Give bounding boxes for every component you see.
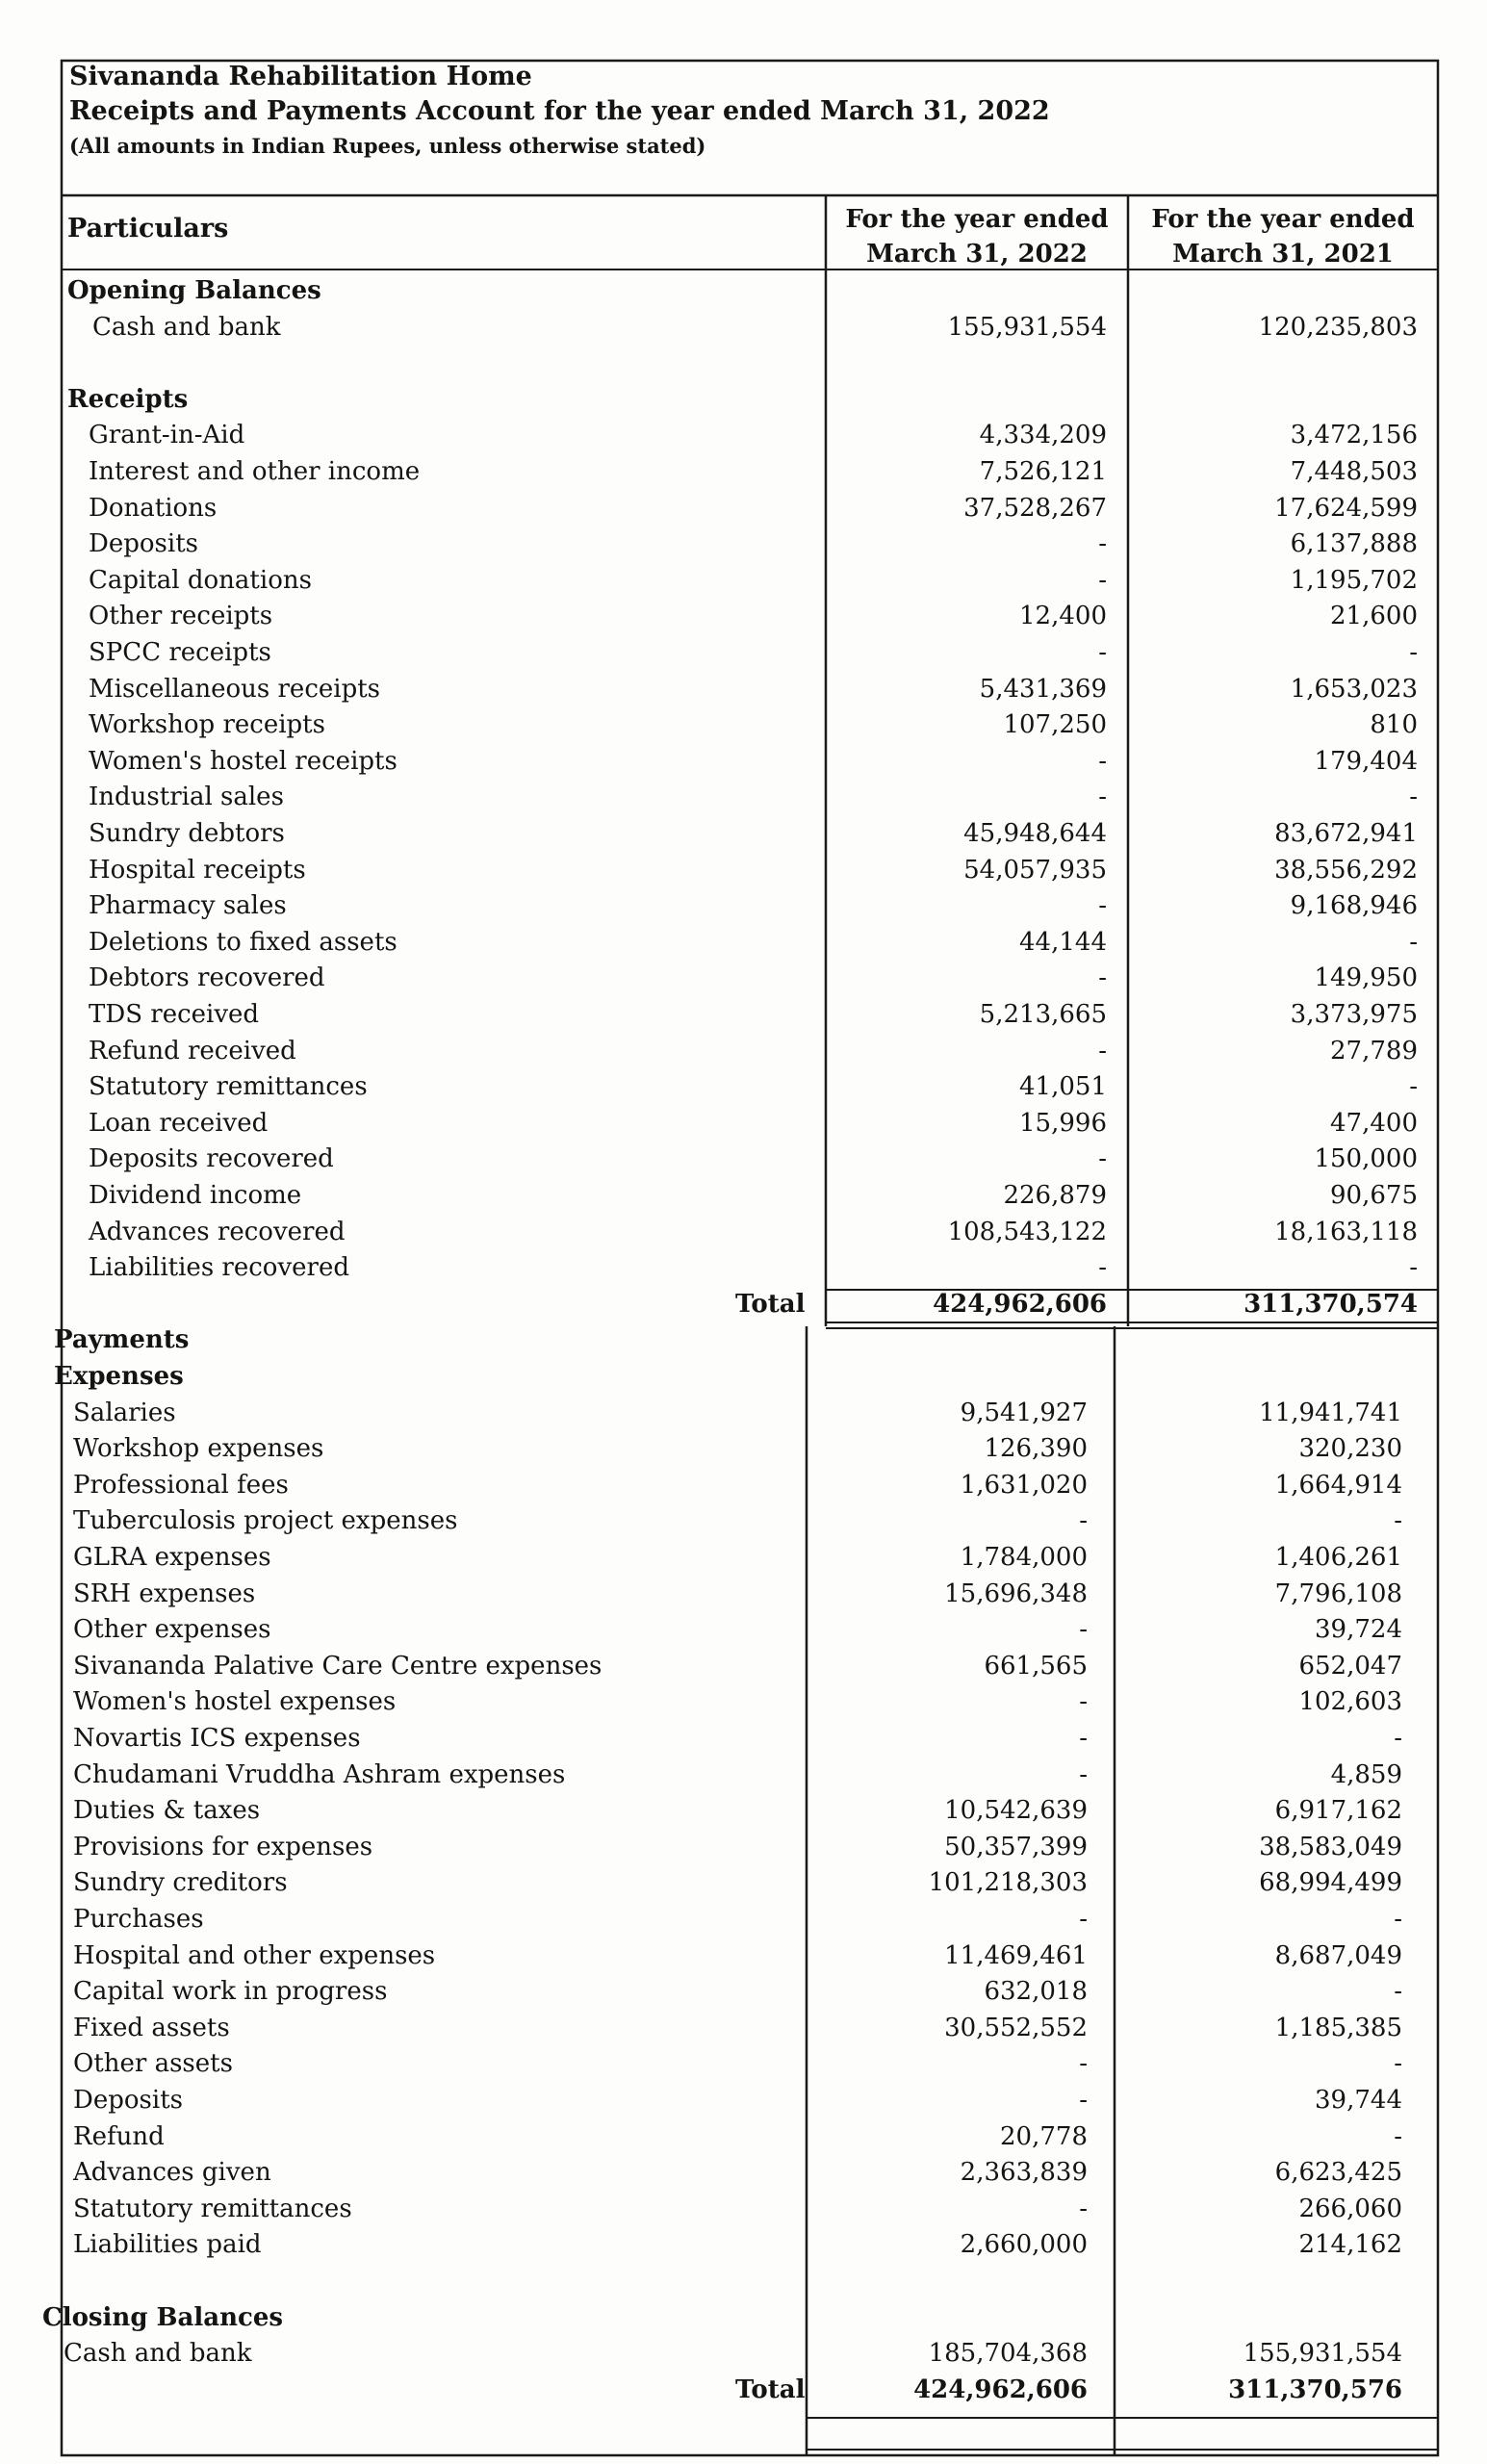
value-2022: 107,250	[1003, 710, 1107, 740]
value-2022: -	[1079, 2194, 1088, 2223]
row-label: Workshop receipts	[89, 710, 325, 740]
row-label: Donations	[89, 493, 218, 523]
total-row	[0, 2372, 1487, 2408]
value-2022: 632,018	[984, 1977, 1088, 2007]
value-2022: 50,357,399	[944, 1832, 1088, 1861]
value-2022: 101,218,303	[928, 1868, 1088, 1898]
value-2021: 311,370,576	[1228, 2374, 1402, 2404]
value-2022: 5,431,369	[979, 674, 1107, 704]
value-2021: -	[1409, 783, 1418, 812]
value-2021: 320,230	[1298, 1434, 1402, 1464]
value-2021: 266,060	[1298, 2194, 1402, 2223]
row-label: Refund received	[89, 1036, 296, 1065]
value-2022: -	[1079, 2049, 1088, 2079]
value-2021: 6,137,888	[1290, 529, 1418, 559]
column-header-2021-line2: March 31, 2021	[1172, 240, 1394, 269]
section-heading-row	[0, 1358, 1487, 1395]
table-row	[0, 2045, 1487, 2082]
value-2021: 1,185,385	[1274, 2013, 1402, 2042]
value-2022: -	[1098, 1036, 1107, 1065]
table-row	[0, 779, 1487, 815]
value-2022: -	[1098, 1253, 1107, 1283]
row-label: Miscellaneous receipts	[89, 674, 381, 704]
row-label: Pharmacy sales	[89, 891, 287, 921]
value-2022: 155,931,554	[947, 312, 1107, 342]
value-2021: 39,724	[1315, 1615, 1402, 1645]
value-2021: 3,373,975	[1290, 1000, 1418, 1029]
value-2021: 21,600	[1330, 602, 1418, 631]
table-row	[0, 2154, 1487, 2191]
value-2022: -	[1079, 1687, 1088, 1717]
value-2022: -	[1079, 1759, 1088, 1789]
value-2021: 6,623,425	[1274, 2158, 1402, 2188]
row-label: Hospital and other expenses	[73, 1940, 436, 1970]
section-heading: Receipts	[67, 384, 189, 414]
row-label: Professional fees	[73, 1470, 289, 1500]
value-2021: -	[1394, 2049, 1402, 2079]
table-row	[0, 1033, 1487, 1069]
table-row	[0, 1864, 1487, 1901]
value-2021: 38,556,292	[1274, 855, 1418, 885]
table-row	[0, 1901, 1487, 1938]
value-2022: 54,057,935	[963, 855, 1107, 885]
value-2021: 4,859	[1330, 1759, 1402, 1789]
value-2021: 90,675	[1330, 1181, 1418, 1210]
value-2022: 20,778	[1000, 2121, 1088, 2151]
table-row	[0, 1177, 1487, 1214]
section-heading: Opening Balances	[67, 276, 321, 305]
row-label: Cash and bank	[64, 2339, 252, 2369]
row-label: Salaries	[73, 1398, 176, 1427]
table-row	[0, 417, 1487, 453]
value-2022: 7,526,121	[979, 457, 1107, 486]
row-label: Duties & taxes	[73, 1796, 261, 1826]
row-label: Dividend income	[89, 1181, 302, 1210]
table-row	[0, 309, 1487, 346]
value-2022: -	[1098, 963, 1107, 993]
value-2021: 47,400	[1330, 1108, 1418, 1138]
value-2021: -	[1394, 1506, 1402, 1536]
value-2021: 179,404	[1314, 746, 1418, 776]
row-label: Capital work in progress	[73, 1977, 388, 2007]
value-2022: -	[1098, 565, 1107, 595]
row-label: SPCC receipts	[89, 638, 271, 667]
value-2022: 15,696,348	[944, 1578, 1088, 1608]
value-2022: 661,565	[984, 1651, 1088, 1681]
table-row	[0, 2226, 1487, 2263]
row-label: Tuberculosis project expenses	[73, 1506, 458, 1536]
value-2022: 44,144	[1019, 927, 1107, 957]
table-row	[0, 1683, 1487, 1720]
value-2022: 185,704,368	[928, 2339, 1088, 2369]
row-label: Liabilities recovered	[89, 1253, 349, 1283]
table-row	[0, 706, 1487, 743]
value-2021: -	[1394, 1905, 1402, 1934]
row-label: Chudamani Vruddha Ashram expenses	[73, 1759, 566, 1789]
column-header-2022	[826, 202, 1128, 271]
value-2021: 1,664,914	[1274, 1470, 1402, 1500]
value-2021: 3,472,156	[1290, 421, 1418, 450]
table-row	[0, 1648, 1487, 1684]
table-row	[0, 634, 1487, 671]
value-2021: -	[1394, 2121, 1402, 2151]
section-heading-row	[0, 272, 1487, 309]
table-row	[0, 453, 1487, 490]
value-2021: 8,687,049	[1274, 1940, 1402, 1970]
row-label: Sivananda Palative Care Centre expenses	[73, 1651, 602, 1681]
column-header-2022-line1: For the year ended	[845, 205, 1109, 234]
row-label: Deposits	[73, 2086, 183, 2115]
value-2021: -	[1409, 638, 1418, 667]
value-2022: -	[1098, 783, 1107, 812]
table-row	[0, 1214, 1487, 1250]
value-2022: 45,948,644	[963, 819, 1107, 848]
value-2022: 12,400	[1019, 602, 1107, 631]
total-label: Total	[735, 2374, 806, 2404]
value-2021: 7,796,108	[1274, 1578, 1402, 1608]
value-2022: 37,528,267	[963, 493, 1107, 523]
table-row	[0, 1395, 1487, 1431]
row-label: GLRA expenses	[73, 1543, 271, 1572]
table-row	[0, 1430, 1487, 1467]
row-label: Refund	[73, 2121, 165, 2151]
row-label: Deletions to fixed assets	[89, 927, 397, 957]
row-label: Capital donations	[89, 565, 312, 595]
value-2022: 424,962,606	[933, 1289, 1107, 1319]
value-2022: -	[1079, 1905, 1088, 1934]
row-label: Grant-in-Aid	[89, 421, 245, 450]
value-2021: 6,917,162	[1274, 1796, 1402, 1826]
value-2021: -	[1394, 1977, 1402, 2007]
value-2022: 15,996	[1019, 1108, 1107, 1138]
value-2022: 4,334,209	[979, 421, 1107, 450]
row-label: TDS received	[89, 1000, 260, 1029]
value-2022: -	[1079, 1506, 1088, 1536]
value-2021: -	[1409, 1072, 1418, 1102]
value-2021: 102,603	[1298, 1687, 1402, 1717]
row-label: Statutory remittances	[89, 1072, 368, 1102]
total-label: Total	[735, 1289, 806, 1319]
row-label: Advances recovered	[89, 1217, 346, 1246]
row-label: Provisions for expenses	[73, 1832, 373, 1861]
value-2022: 2,363,839	[960, 2158, 1088, 2188]
value-2022: 30,552,552	[944, 2013, 1088, 2042]
section-heading: Payments	[54, 1325, 190, 1355]
value-2021: -	[1409, 927, 1418, 957]
value-2022: -	[1098, 638, 1107, 667]
value-2022: 9,541,927	[960, 1398, 1088, 1427]
row-label: SRH expenses	[73, 1578, 256, 1608]
table-row	[0, 562, 1487, 599]
section-heading: Expenses	[54, 1362, 184, 1391]
row-label: Women's hostel expenses	[73, 1687, 397, 1717]
row-label: Purchases	[73, 1905, 204, 1934]
value-2022: 2,660,000	[960, 2230, 1088, 2260]
value-2021: 311,370,574	[1243, 1289, 1418, 1319]
table-row	[0, 1141, 1487, 1177]
row-label: Sundry debtors	[89, 819, 285, 848]
value-2021: 18,163,118	[1274, 1217, 1418, 1246]
row-label: Industrial sales	[89, 783, 284, 812]
value-2021: 11,941,741	[1259, 1398, 1402, 1427]
value-2021: 120,235,803	[1258, 312, 1418, 342]
table-row	[0, 2082, 1487, 2118]
table-row	[0, 996, 1487, 1033]
value-2022: 11,469,461	[944, 1940, 1088, 1970]
table-row	[0, 1502, 1487, 1539]
value-2021: 150,000	[1314, 1144, 1418, 1174]
spacer-row	[0, 345, 1487, 381]
value-2022: -	[1079, 2086, 1088, 2115]
table-row	[0, 2010, 1487, 2046]
spacer-row	[0, 2263, 1487, 2299]
table-row	[0, 1105, 1487, 1142]
value-2022: -	[1079, 1615, 1088, 1645]
row-label: Advances given	[73, 2158, 271, 2188]
table-row	[0, 924, 1487, 961]
value-2021: -	[1409, 1253, 1418, 1283]
statement-title: Receipts and Payments Account for the year ended March 31, 2022	[69, 96, 1050, 126]
value-2021: 214,162	[1298, 2230, 1402, 2260]
value-2022: 5,213,665	[979, 1000, 1107, 1029]
table-row	[0, 1720, 1487, 1757]
row-label: Sundry creditors	[73, 1868, 288, 1898]
column-header-2021	[1128, 202, 1438, 271]
currency-note: (All amounts in Indian Rupees, unless otherwise stated)	[69, 134, 706, 158]
value-2022: 226,879	[1003, 1181, 1107, 1210]
row-label: Loan received	[89, 1108, 269, 1138]
value-2022: -	[1098, 746, 1107, 776]
value-2021: 38,583,049	[1259, 1832, 1402, 1861]
value-2021: 1,195,702	[1290, 565, 1418, 595]
table-row	[0, 1539, 1487, 1576]
table-row	[0, 743, 1487, 780]
value-2022: 424,962,606	[913, 2374, 1088, 2404]
row-label: Fixed assets	[73, 2013, 230, 2042]
value-2021: -	[1394, 1724, 1402, 1753]
table-row	[0, 1938, 1487, 1974]
table-row	[0, 1576, 1487, 1612]
row-label: Liabilities paid	[73, 2230, 262, 2260]
row-label: Other expenses	[73, 1615, 271, 1645]
column-header-2021-line1: For the year ended	[1151, 205, 1415, 234]
value-2022: 41,051	[1019, 1072, 1107, 1102]
value-2021: 17,624,599	[1274, 493, 1418, 523]
table-row	[0, 960, 1487, 996]
value-2022: -	[1098, 891, 1107, 921]
table-row	[0, 852, 1487, 888]
table-row	[0, 1068, 1487, 1105]
table-row	[0, 815, 1487, 852]
table-row	[0, 2118, 1487, 2155]
value-2022: -	[1098, 1144, 1107, 1174]
table-row	[0, 1611, 1487, 1648]
table-row	[0, 1467, 1487, 1503]
particulars-column-header: Particulars	[67, 214, 229, 244]
value-2021: 27,789	[1330, 1036, 1418, 1065]
value-2021: 7,448,503	[1290, 457, 1418, 486]
value-2021: 9,168,946	[1290, 891, 1418, 921]
row-label: Other receipts	[89, 602, 273, 631]
table-row	[0, 526, 1487, 562]
value-2021: 83,672,941	[1274, 819, 1418, 848]
value-2022: -	[1079, 1724, 1088, 1753]
table-row	[0, 671, 1487, 707]
value-2022: 108,543,122	[947, 1217, 1107, 1246]
table-row	[0, 1973, 1487, 2010]
org-name: Sivananda Rehabilitation Home	[69, 62, 532, 91]
value-2021: 149,950	[1314, 963, 1418, 993]
table-row	[0, 1829, 1487, 1865]
section-heading-row	[0, 2299, 1487, 2336]
table-row	[0, 598, 1487, 634]
row-label: Deposits recovered	[89, 1144, 334, 1174]
section-heading-row	[0, 1322, 1487, 1358]
table-row	[0, 2335, 1487, 2372]
table-row	[0, 2191, 1487, 2227]
value-2022: 10,542,639	[944, 1796, 1088, 1826]
table-row	[0, 887, 1487, 924]
row-label: Hospital receipts	[89, 855, 306, 885]
row-label: Deposits	[89, 529, 198, 559]
section-heading-row	[0, 381, 1487, 418]
value-2021: 810	[1370, 710, 1418, 740]
table-row	[0, 1249, 1487, 1286]
value-2022: -	[1098, 529, 1107, 559]
value-2022: 1,631,020	[960, 1470, 1088, 1500]
row-label: Debtors recovered	[89, 963, 325, 993]
value-2021: 155,931,554	[1243, 2339, 1402, 2369]
row-label: Interest and other income	[89, 457, 421, 486]
value-2021: 68,994,499	[1259, 1868, 1402, 1898]
total-row	[0, 1286, 1487, 1322]
section-heading: Closing Balances	[42, 2302, 284, 2332]
value-2022: 126,390	[984, 1434, 1088, 1464]
row-label: Statutory remittances	[73, 2194, 352, 2223]
row-label: Women's hostel receipts	[89, 746, 397, 776]
value-2021: 1,653,023	[1290, 674, 1418, 704]
table-row	[0, 1792, 1487, 1829]
row-label: Other assets	[73, 2049, 233, 2079]
value-2021: 1,406,261	[1274, 1543, 1402, 1572]
table-row	[0, 1757, 1487, 1793]
row-label: Workshop expenses	[73, 1434, 324, 1464]
value-2022: 1,784,000	[960, 1543, 1088, 1572]
table-row	[0, 490, 1487, 526]
column-header-2022-line2: March 31, 2022	[866, 240, 1088, 269]
row-label: Cash and bank	[92, 312, 281, 342]
value-2021: 39,744	[1315, 2086, 1402, 2115]
value-2021: 652,047	[1298, 1651, 1402, 1681]
row-label: Novartis ICS expenses	[73, 1724, 361, 1753]
